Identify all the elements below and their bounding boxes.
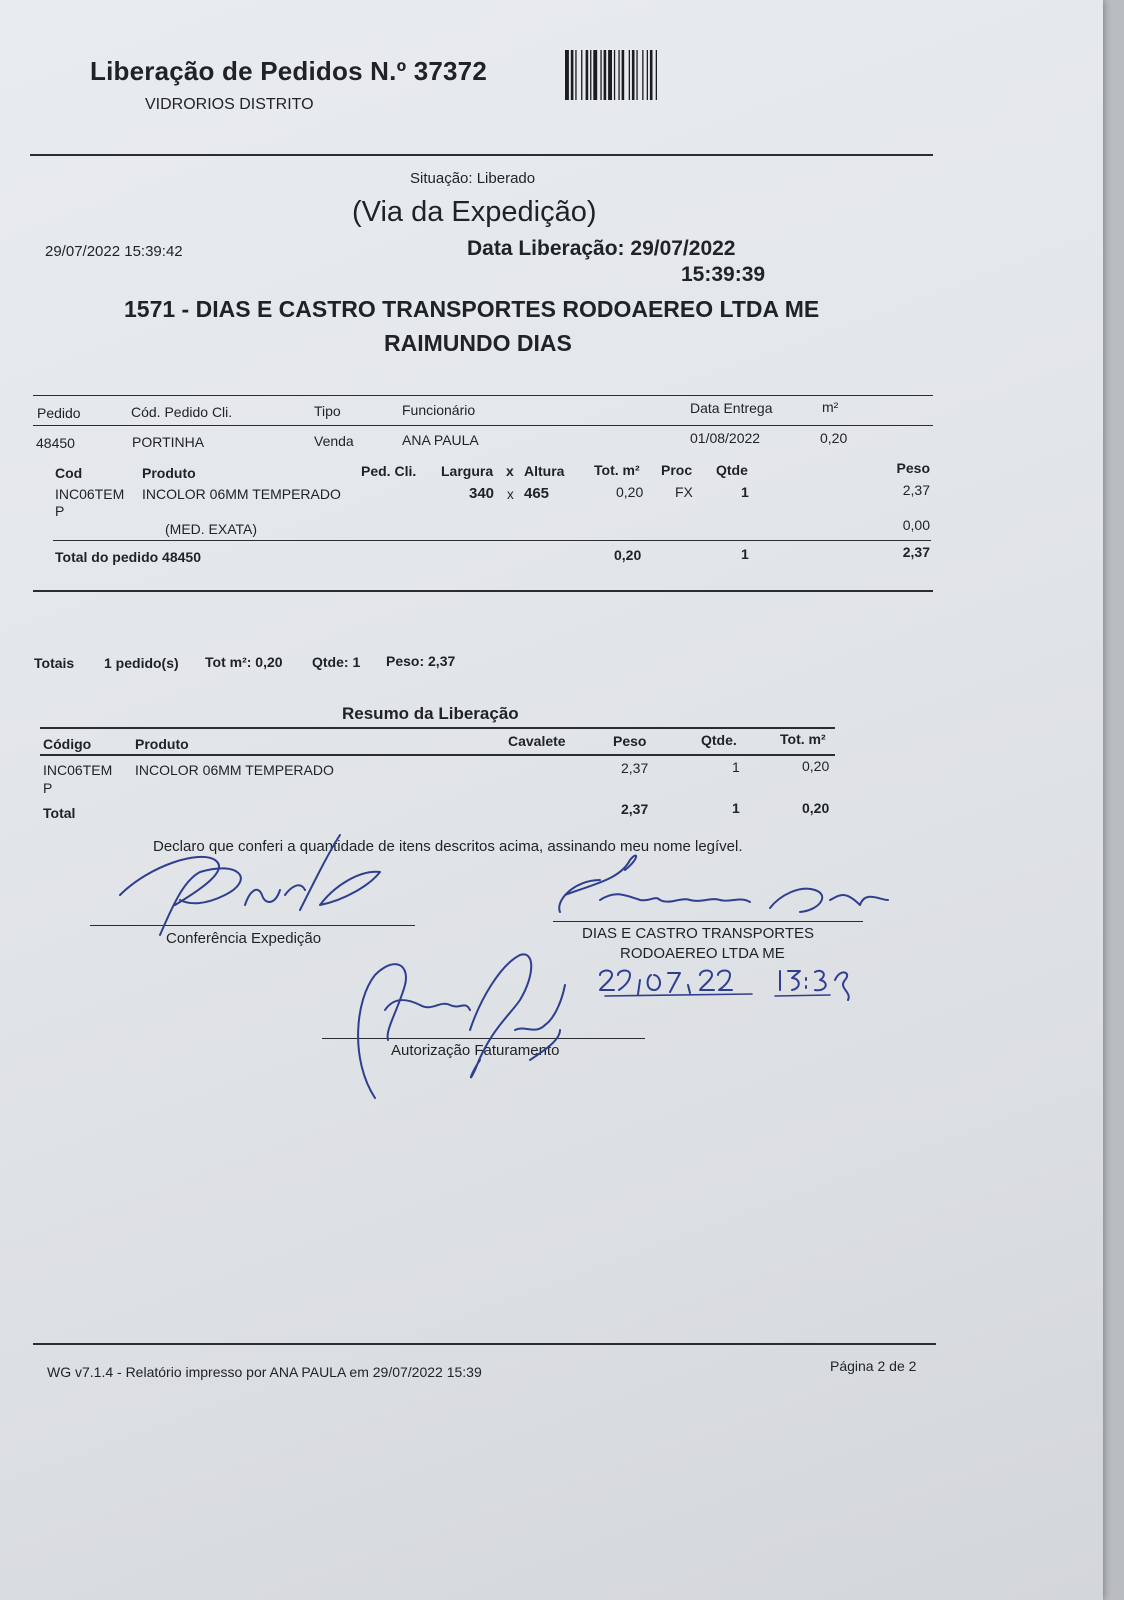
col-cod: Cod <box>55 465 83 481</box>
order-m2: 0,20 <box>820 430 848 446</box>
col-proc: Proc <box>661 462 693 478</box>
totals-qtde: Qtde: 1 <box>312 654 361 670</box>
item-altura: 465 <box>524 485 550 502</box>
summary-col-codigo: Código <box>43 736 92 752</box>
barcode <box>565 50 725 100</box>
order-total-qtde: 1 <box>741 546 749 562</box>
client-signature-line2: RODOAEREO LTDA ME <box>620 945 785 962</box>
release-date: Data Liberação: 29/07/2022 <box>467 237 736 260</box>
summary-col-cavalete: Cavalete <box>508 733 566 749</box>
col-largura: Largura <box>441 463 494 479</box>
summary-total-tot-m2: 0,20 <box>802 800 830 816</box>
col-m2: m² <box>822 399 839 415</box>
item-note-peso: 0,00 <box>902 517 930 533</box>
item-largura: 340 <box>469 485 495 502</box>
document-title: Liberação de Pedidos N.º 37372 <box>90 56 487 86</box>
header-divider <box>30 154 933 156</box>
item-qtde: 1 <box>741 484 749 500</box>
col-data-entrega: Data Entrega <box>690 400 773 416</box>
item-tot-m2: 0,20 <box>616 484 644 500</box>
col-produto: Produto <box>142 465 196 481</box>
totals-orders: 1 pedido(s) <box>104 655 179 671</box>
summary-tot-m2: 0,20 <box>802 758 830 774</box>
status-label: Situação: Liberado <box>410 170 536 187</box>
order-total-peso: 2,37 <box>902 544 930 560</box>
item-proc: FX <box>675 484 693 500</box>
client-contact: RAIMUNDO DIAS <box>384 330 572 356</box>
summary-col-tot-m2: Tot. m² <box>780 731 826 747</box>
col-cod-pedido-cli: Cód. Pedido Cli. <box>131 404 233 420</box>
client-name: 1571 - DIAS E CASTRO TRANSPORTES RODOAEREO LTDA ME <box>124 296 820 322</box>
ana-paula-signature <box>358 954 565 1098</box>
order-number: 48450 <box>36 435 75 451</box>
summary-total-label: Total <box>43 805 76 821</box>
order-total-rule <box>53 540 931 541</box>
autorizacao-label: Autorização Faturamento <box>391 1042 560 1059</box>
summary-qtde: 1 <box>732 759 740 775</box>
item-note: (MED. EXATA) <box>165 521 258 537</box>
delivery-date: 01/08/2022 <box>690 430 761 446</box>
col-altura: Altura <box>524 463 565 479</box>
handwritten-date <box>600 970 849 1000</box>
col-ped-cli: Ped. Cli. <box>361 463 417 479</box>
employee: ANA PAULA <box>402 432 479 448</box>
conferencia-label: Conferência Expedição <box>166 930 322 947</box>
summary-col-peso: Peso <box>613 733 647 749</box>
raimundo-signature <box>559 855 888 912</box>
col-x: x <box>506 463 514 479</box>
summary-code-line2: P <box>43 780 53 796</box>
totals-m2: Tot m²: 0,20 <box>205 654 283 670</box>
totals-peso: Peso: 2,37 <box>386 653 456 669</box>
summary-title: Resumo da Liberação <box>342 704 519 723</box>
item-code-line1: INC06TEM <box>55 486 125 502</box>
col-funcionario: Funcionário <box>402 402 476 418</box>
col-pedido: Pedido <box>37 405 81 421</box>
order-table-top-rule <box>33 395 933 396</box>
item-peso: 2,37 <box>902 482 930 498</box>
declaration-text: Declaro que conferi a quantidade de itens descritos acima, assinando meu nome legível. <box>153 838 743 855</box>
summary-peso: 2,37 <box>621 760 649 776</box>
conferencia-signature-line <box>90 925 415 926</box>
autorizacao-signature-line <box>322 1038 645 1039</box>
client-order-code: PORTINHA <box>132 434 205 450</box>
summary-col-qtde: Qtde. <box>701 732 737 748</box>
item-code-line2: P <box>55 503 65 519</box>
summary-total-peso: 2,37 <box>621 801 649 817</box>
order-section-end-rule <box>33 590 933 592</box>
totals-label: Totais <box>34 655 75 671</box>
footer-print-info: WG v7.1.4 - Relatório impresso por ANA PAULA em 29/07/2022 15:39 <box>47 1364 482 1380</box>
footer-rule <box>33 1343 936 1345</box>
summary-total-qtde: 1 <box>732 800 740 816</box>
item-product: INCOLOR 06MM TEMPERADO <box>142 486 341 502</box>
printed-timestamp: 29/07/2022 15:39:42 <box>45 243 183 260</box>
summary-header-rule <box>40 754 835 756</box>
summary-top-rule <box>40 727 835 729</box>
summary-product: INCOLOR 06MM TEMPERADO <box>135 762 334 778</box>
order-total-label: Total do pedido 48450 <box>55 549 201 565</box>
copy-label: (Via da Expedição) <box>352 196 597 228</box>
order-type: Venda <box>314 433 354 449</box>
item-x: x <box>507 487 514 502</box>
col-peso: Peso <box>896 460 930 476</box>
order-total-m2: 0,20 <box>614 547 642 563</box>
col-tot-m2: Tot. m² <box>594 462 640 478</box>
summary-code-line1: INC06TEM <box>43 762 113 778</box>
col-tipo: Tipo <box>314 403 341 419</box>
client-signature-line <box>553 921 863 922</box>
order-table-header-rule <box>33 425 933 426</box>
page-number: Página 2 de 2 <box>830 1358 917 1374</box>
company-name: VIDRORIOS DISTRITO <box>145 96 314 113</box>
col-qtde: Qtde <box>716 462 748 478</box>
summary-col-produto: Produto <box>135 736 189 752</box>
release-time: 15:39:39 <box>681 263 766 286</box>
client-signature-line1: DIAS E CASTRO TRANSPORTES <box>582 925 814 942</box>
